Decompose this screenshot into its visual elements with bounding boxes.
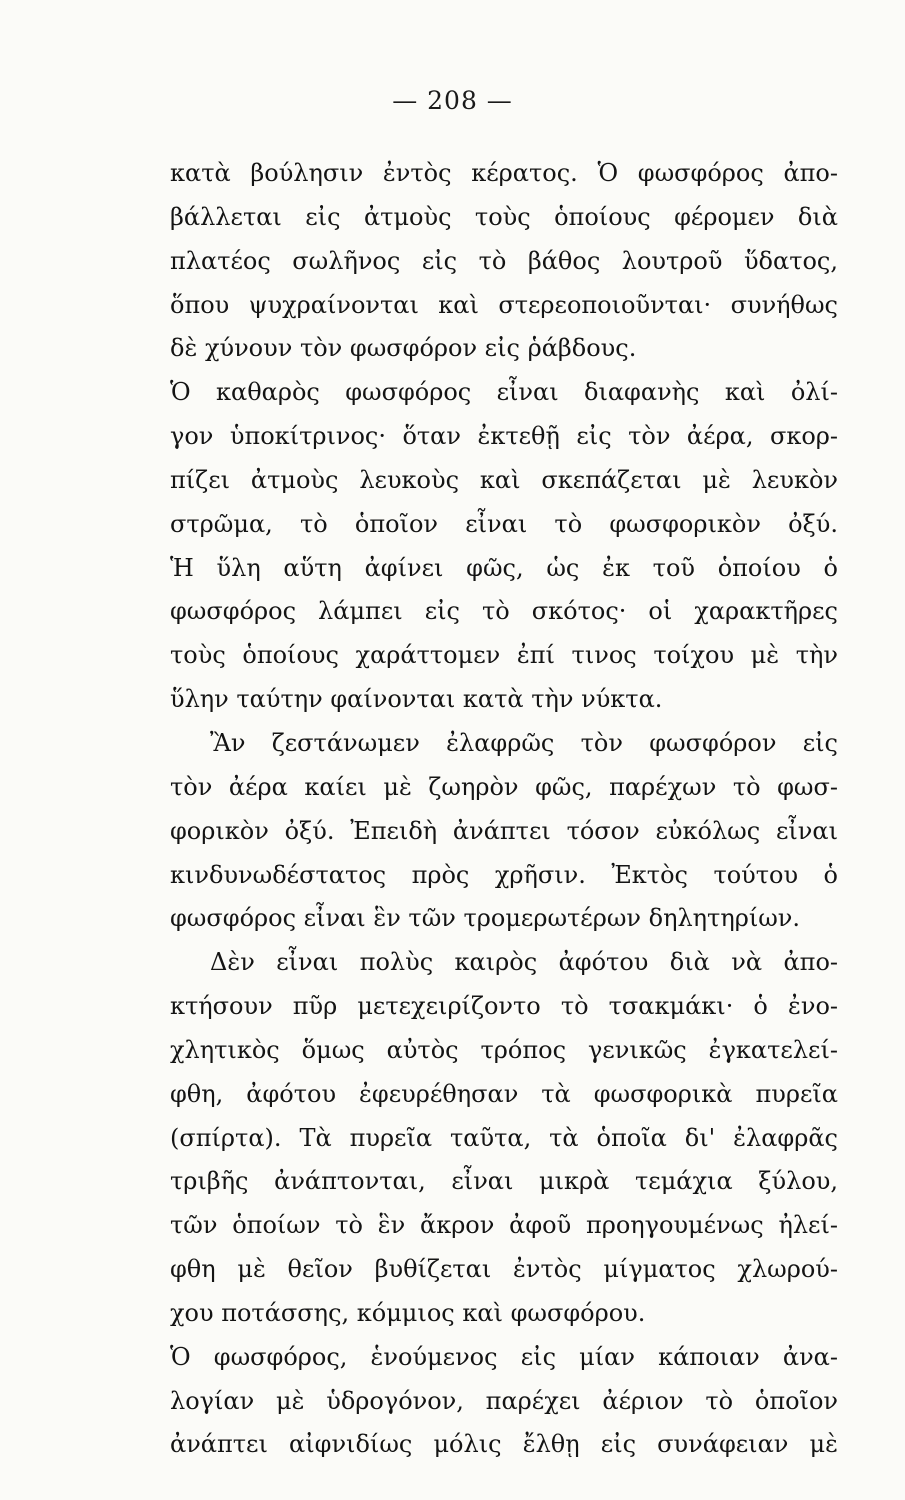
text-line: φωσφόρος λάμπει εἰς τὸ σκότος· οἱ χαρακτῆρες xyxy=(170,597,838,626)
text-line: ὕλην ταύτην φαίνονται κατὰ τὴν νύκτα. xyxy=(170,685,663,714)
text-line: χου ποτάσσης, κόμμιος καὶ φωσφόρου. xyxy=(170,1298,646,1327)
text-line: βάλλεται εἰς ἀτμοὺς τοὺς ὁποίους φέρομεν διὰ xyxy=(170,202,838,231)
text-line: τὸν ἀέρα καίει μὲ ζωηρὸν φῶς, παρέχων τὸ φωσ- xyxy=(170,772,838,801)
text-line: Ὁ καθαρὸς φωσφόρος εἶναι διαφανὴς καὶ ὀλί- xyxy=(170,378,838,407)
text-line: κινδυνωδέστατος πρὸς χρῆσιν. Ἐκτὸς τούτου ὁ xyxy=(170,860,838,889)
body-text xyxy=(170,152,838,1467)
text-line: φθη μὲ θεῖον βυθίζεται ἐντὸς μίγματος χλωρού- xyxy=(170,1255,838,1284)
text-line: φορικὸν ὀξύ. Ἐπειδὴ ἀνάπτει τόσον εὐκόλως εἶναι xyxy=(170,816,838,845)
text-line: Ἂν ζεστάνωμεν ἐλαφρῶς τὸν φωσφόρον εἰς xyxy=(210,728,838,757)
text-line: δὲ χύνουν τὸν φωσφόρον εἰς ῥάβδους. xyxy=(170,334,637,363)
text-line: (σπίρτα). Τὰ πυρεῖα ταῦτα, τὰ ὁποῖα δι' ἐλαφρᾶς xyxy=(170,1123,838,1152)
text-line: στρῶμα, τὸ ὁποῖον εἶναι τὸ φωσφορικὸν ὀξύ. xyxy=(170,509,838,538)
text-line: φθη, ἀφότου ἐφευρέθησαν τὰ φωσφορικὰ πυρεῖα xyxy=(170,1079,838,1108)
text-line: Δὲν εἶναι πολὺς καιρὸς ἀφότου διὰ νὰ ἀπο- xyxy=(210,948,838,977)
text-line: φωσφόρος εἶναι ἓν τῶν τρομερωτέρων δηλητηρίων. xyxy=(170,904,801,933)
text-line: χλητικὸς ὅμως αὐτὸς τρόπος γενικῶς ἐγκατελεί- xyxy=(170,1035,838,1064)
text-line: Ὁ φωσφόρος, ἑνούμενος εἰς μίαν κάποιαν ἀνα- xyxy=(170,1342,838,1371)
text-line: γον ὑποκίτρινος· ὅταν ἐκτεθῇ εἰς τὸν ἀέρα, σκορ- xyxy=(170,422,838,451)
text-line: πίζει ἀτμοὺς λευκοὺς καὶ σκεπάζεται μὲ λευκὸν xyxy=(170,465,838,494)
text-line: Ἡ ὕλη αὕτη ἀφίνει φῶς, ὡς ἐκ τοῦ ὁποίου ὁ xyxy=(170,553,838,582)
page-number: — 208 — xyxy=(392,86,513,115)
text-line: ἀνάπτει αἰφνιδίως μόλις ἔλθῃ εἰς συνάφειαν μὲ xyxy=(170,1430,838,1459)
text-line: πλατέος σωλῆνος εἰς τὸ βάθος λουτροῦ ὕδατος, xyxy=(170,246,838,275)
text-line: ὅπου ψυχραίνονται καὶ στερεοποιοῦνται· συνήθως xyxy=(170,290,838,319)
text-line: τριβῆς ἀνάπτονται, εἶναι μικρὰ τεμάχια ξύλου, xyxy=(170,1167,838,1196)
text-line: τῶν ὁποίων τὸ ἓν ἄκρον ἀφοῦ προηγουμένως ἠλεί- xyxy=(170,1211,838,1240)
text-line: κατὰ βούλησιν ἐντὸς κέρατος. Ὁ φωσφόρος ἀπο- xyxy=(170,159,838,187)
text-line: λογίαν μὲ ὑδρογόνον, παρέχει ἀέριον τὸ ὁποῖον xyxy=(170,1386,838,1415)
text-line: κτήσουν πῦρ μετεχειρίζοντο τὸ τσακμάκι· ὁ ἐνο- xyxy=(170,992,838,1021)
text-line: τοὺς ὁποίους χαράττομεν ἐπί τινος τοίχου μὲ τὴν xyxy=(170,641,838,670)
